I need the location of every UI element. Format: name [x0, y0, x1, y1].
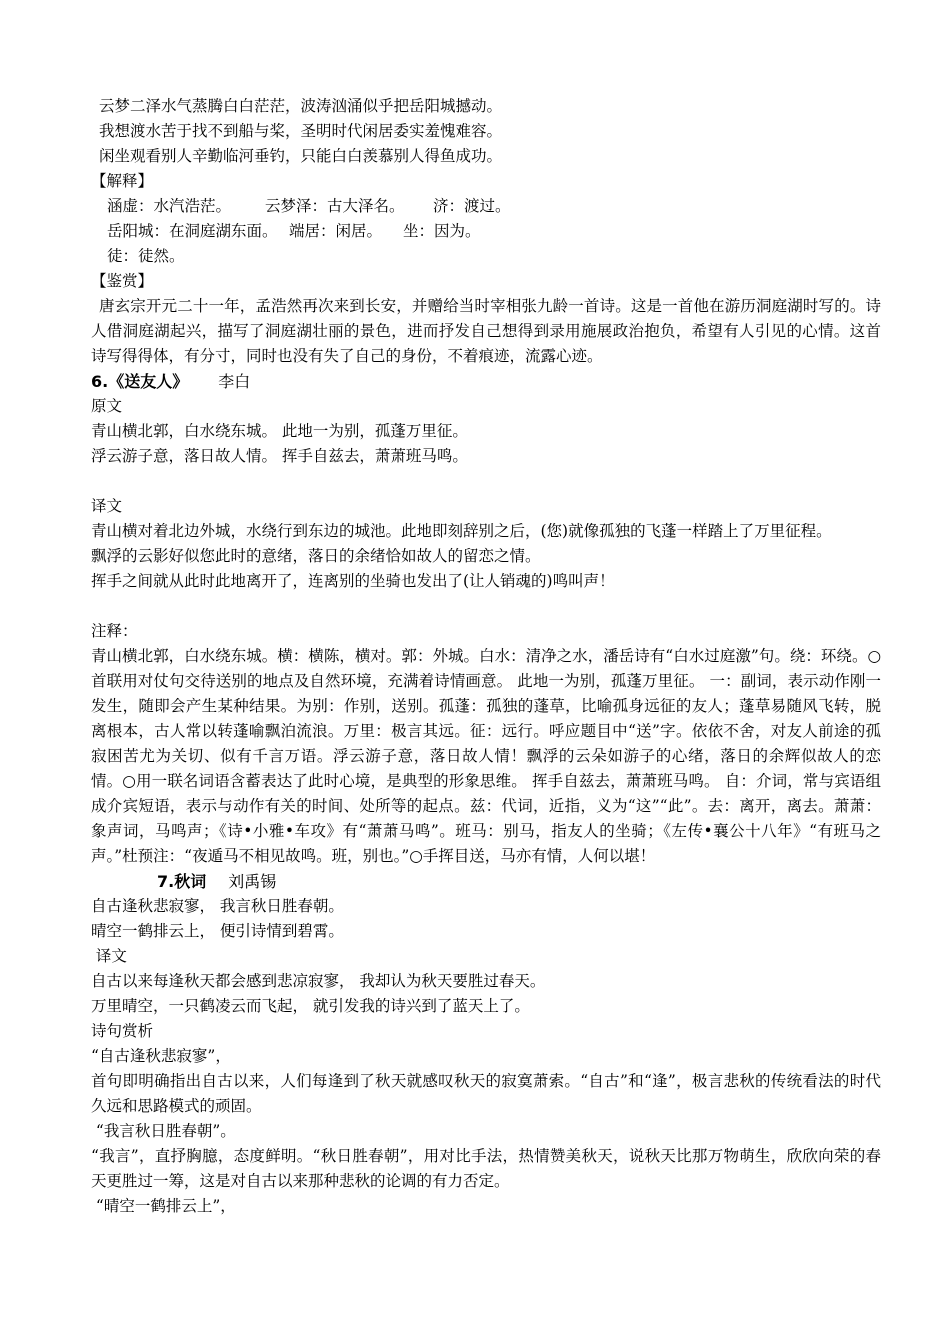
original-line: 浮云游子意，落日故人情。 挥手自兹去，萧萧班马鸣。 [91, 447, 468, 465]
translation-paragraph: 飘浮的云影好似您此时的意绪，落日的余绪恰如故人的留恋之情。 [91, 547, 541, 565]
gloss-item: 济：渡过。 [433, 197, 511, 215]
gloss-row [91, 244, 881, 269]
translation-label: 译文 [91, 497, 123, 515]
spacer [91, 594, 881, 619]
analysis-label: 诗句赏析 [91, 1022, 154, 1040]
document-page [91, 94, 881, 1219]
translation-paragraph: 挥手之间就从此时此地离开了，连离别的坐骑也发出了(让人销魂的)鸣叫声！ [91, 572, 615, 590]
analysis-quote: “自古逢秋悲寂寥”， [91, 1047, 231, 1065]
spacer [91, 469, 881, 494]
analysis-quote: “晴空一鹤排云上”， [91, 1197, 236, 1215]
poem-author: 李白 [218, 372, 251, 391]
appreciation-paragraph: 唐玄宗开元二十一年，孟浩然再次来到长安，并赠给当时宰相张九龄一首诗。这是一首他在游历洞庭湖时写的。诗人借洞庭湖起兴，描写了洞庭湖壮丽的景色，进而抒发自己想得到录用施展政治抱负，希望有人引见的心情。这首诗写得得体，有分寸，同时也没有失了自己的身份，不着痕迹，流露心迹。 [91, 297, 881, 365]
translation-line: 闲坐观看别人辛勤临河垂钓，只能白白羡慕别人得鱼成功。 [99, 147, 503, 165]
original-line: 晴空一鹤排云上， 便引诗情到碧霄。 [91, 922, 344, 940]
translation-line: 自古以来每逢秋天都会感到悲凉寂寥， 我却认为秋天要胜过春天。 [91, 972, 546, 990]
translation-line: 我想渡水苦于找不到船与桨，圣明时代闲居委实羞愧难容。 [99, 122, 503, 140]
gloss-item: 岳阳城：在洞庭湖东面。 [107, 222, 278, 240]
gloss-item: 坐：因为。 [403, 222, 481, 240]
gloss-item: 涵虚：水汽浩茫。 [107, 197, 232, 215]
gloss-row [91, 219, 881, 244]
poem-title-6 [91, 369, 881, 394]
poem-author: 刘禹锡 [228, 872, 277, 891]
explain-heading: 【解释】 [91, 172, 154, 190]
notes-label: 注释： [91, 622, 138, 640]
poem-title: 6.《送友人》 [91, 372, 189, 391]
gloss-item: 徒：徒然。 [107, 247, 185, 265]
poem-title-7 [91, 869, 881, 894]
original-line: 青山横北郭，白水绕东城。 此地一为别，孤蓬万里征。 [91, 422, 468, 440]
gloss-item: 端居：闲居。 [289, 222, 383, 240]
poem-title: 7.秋词 [157, 872, 207, 891]
original-line: 自古逢秋悲寂寥， 我言秋日胜春朝。 [91, 897, 344, 915]
analysis-paragraph: “我言”，直抒胸臆，态度鲜明。“秋日胜春朝”，用对比手法，热情赞美秋天，说秋天比那万物萌生，欣欣向荣的春天更胜过一筹，这是对自古以来那种悲秋的论调的有力否定。 [91, 1147, 881, 1190]
analysis-paragraph: 首句即明确指出自古以来，人们每逢到了秋天就感叹秋天的寂寞萧索。“自古”和“逢”，极言悲秋的传统看法的时代久远和思路模式的顽固。 [91, 1072, 881, 1115]
translation-paragraph: 青山横对着北边外城，水绕行到东边的城池。此地即刻辞别之后，(您)就像孤独的飞蓬一样踏上了万里征程。 [91, 522, 832, 540]
gloss-item: 云梦泽：古大泽名。 [265, 197, 405, 215]
analysis-quote: “我言秋日胜春朝”。 [91, 1122, 236, 1140]
translation-line: 云梦二泽水气蒸腾白白茫茫，波涛汹涌似乎把岳阳城撼动。 [99, 97, 503, 115]
translation-line: 万里晴空，一只鹤凌云而飞起， 就引发我的诗兴到了蓝天上了。 [91, 997, 530, 1015]
original-label: 原文 [91, 397, 123, 415]
translation-label: 译文 [91, 947, 127, 965]
notes-paragraph: 青山横北郭，白水绕东城。横：横陈，横对。郭：外城。白水：清净之水，潘岳诗有“白水过庭激”句。绕：环绕。○首联用对仗句交待送别的地点及自然环境，充满着诗情画意。 此地一为别，孤蓬万里征。 一：副词，表示动作刚一发生，随即会产生某种结果。为别：作别，送别。孤蓬：孤独的蓬草，比喻孤身远征的友人；蓬草易随风飞转，脱离根本，古人常以转蓬喻飘泊流浪。万里：极言其远。征：远行。呼应题目中“送”字。依依不舍，对友人前途的孤寂困苦尤为关切、似有千言万语。浮云游子意，落日故人情！飘浮的云朵如游子的心绪，落日的余辉似故人的恋情。○用一联名词语含蓄表达了此时心境，是典型的形象思维。 挥手自兹去，萧萧班马鸣。 自：介词，常与宾语组成介宾短语，表示与动作有关的时间、处所等的起点。兹：代词，近指，义为“这”“此”。去：离开，离去。萧萧：象声词，马鸣声；《诗•小雅•车攻》有“萧萧马鸣”。班马：别马，指友人的坐骑；《左传•襄公十八年》“有班马之声。”杜预注：“夜遁马不相见故鸣。班，别也。”○手挥目送，马亦有情，人何以堪！ [91, 647, 881, 865]
appreciation-heading: 【鉴赏】 [91, 272, 154, 290]
gloss-row [91, 194, 881, 219]
